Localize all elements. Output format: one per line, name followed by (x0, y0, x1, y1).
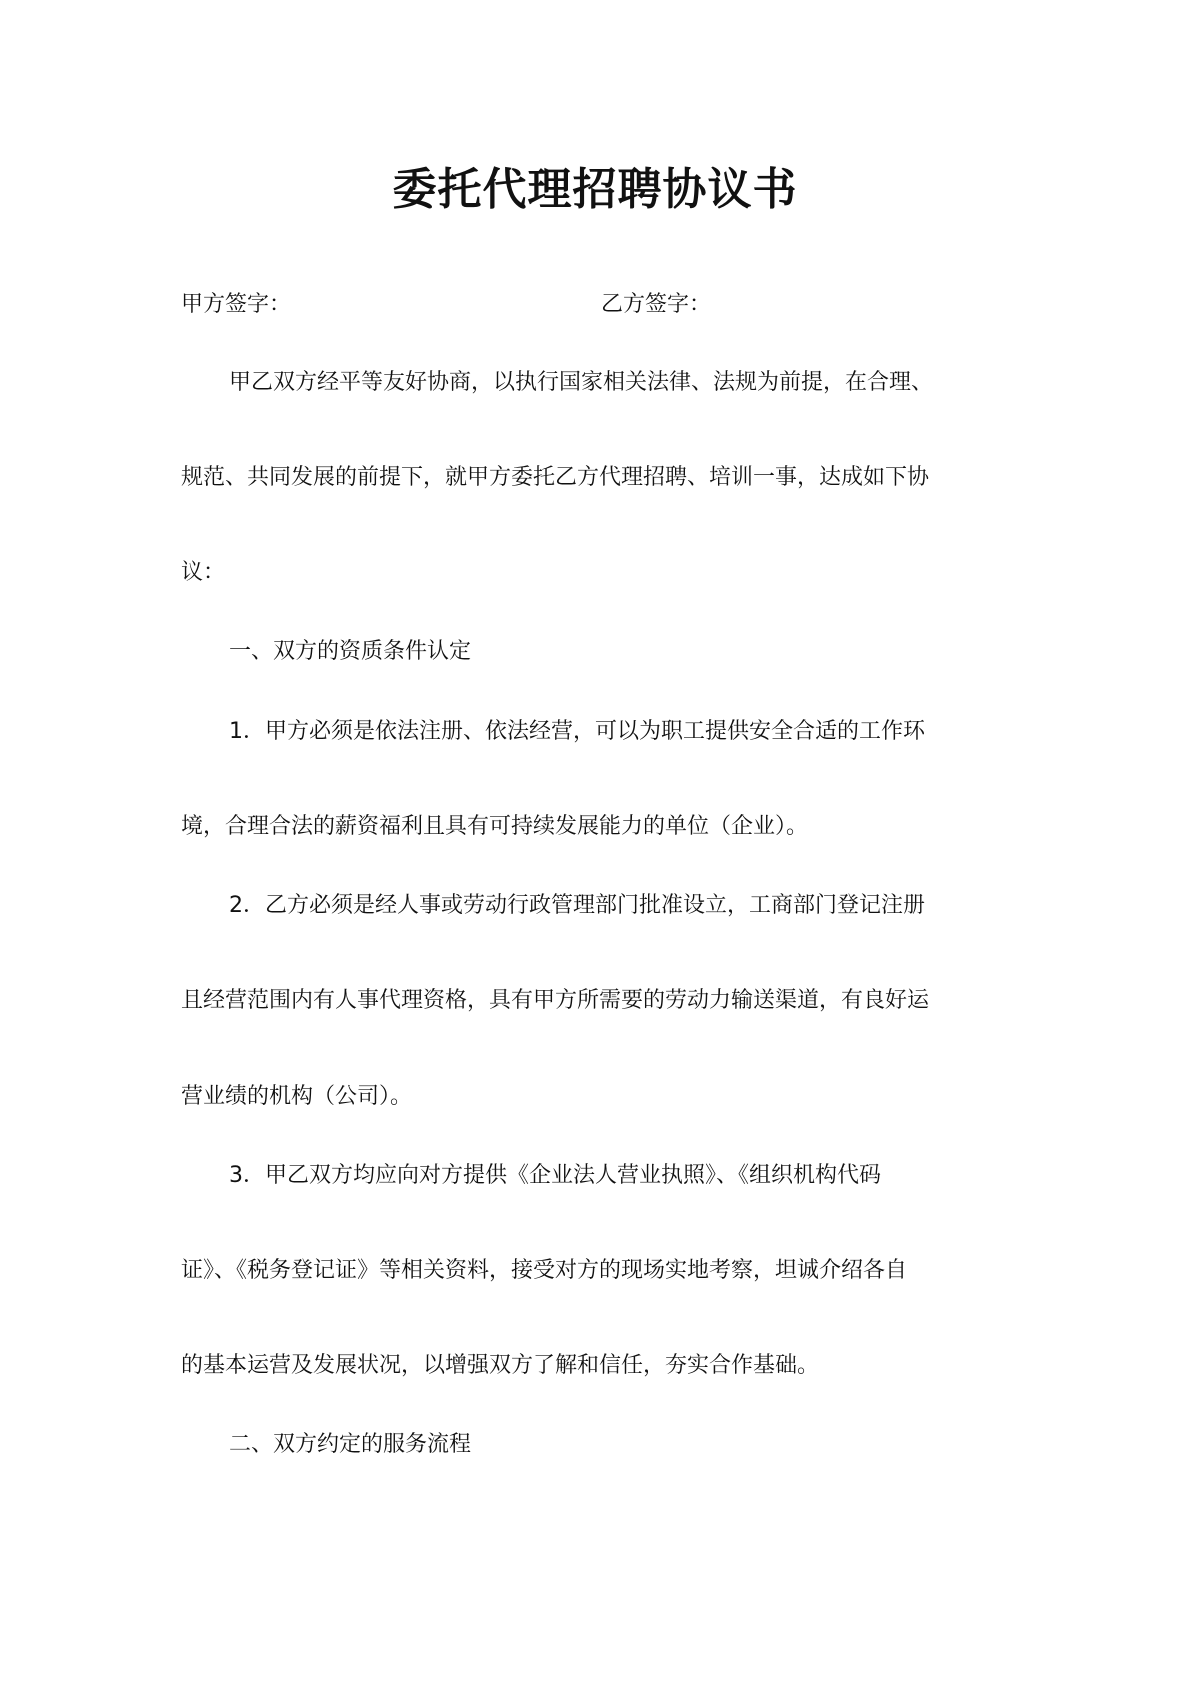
paragraph-line: 规范、共同发展的前提下，就甲方委托乙方代理招聘、培训一事，达成如下协 (181, 465, 930, 490)
party-b-signature-label: 乙方签字： (601, 292, 712, 317)
paragraph-line: 且经营范围内有人事代理资格，具有甲方所需要的劳动力输送渠道，有良好运 (181, 988, 930, 1013)
paragraph-line: 3．甲乙双方均应向对方提供《企业法人营业执照》、《组织机构代码 (229, 1163, 881, 1188)
paragraph-line: 证》、《税务登记证》等相关资料，接受对方的现场实地考察，坦诚介绍各自 (181, 1258, 908, 1283)
section-heading: 一、双方的资质条件认定 (229, 639, 472, 664)
party-a-signature-label: 甲方签字： (181, 292, 292, 317)
paragraph-line: 2．乙方必须是经人事或劳动行政管理部门批准设立，工商部门登记注册 (229, 893, 925, 918)
paragraph-line: 甲乙双方经平等友好协商，以执行国家相关法律、法规为前提，在合理、 (229, 370, 934, 395)
paragraph-line: 境，合理合法的薪资福利且具有可持续发展能力的单位（企业）。 (181, 814, 809, 839)
section-heading: 二、双方约定的服务流程 (229, 1432, 472, 1457)
paragraph-line: 1．甲方必须是依法注册、依法经营，可以为职工提供安全合适的工作环 (229, 719, 925, 744)
paragraph-line: 议： (181, 560, 226, 585)
paragraph-line: 营业绩的机构（公司）。 (181, 1084, 413, 1109)
paragraph-line: 的基本运营及发展状况，以增强双方了解和信任，夯实合作基础。 (181, 1353, 820, 1378)
document-title: 委托代理招聘协议书 (392, 164, 798, 215)
